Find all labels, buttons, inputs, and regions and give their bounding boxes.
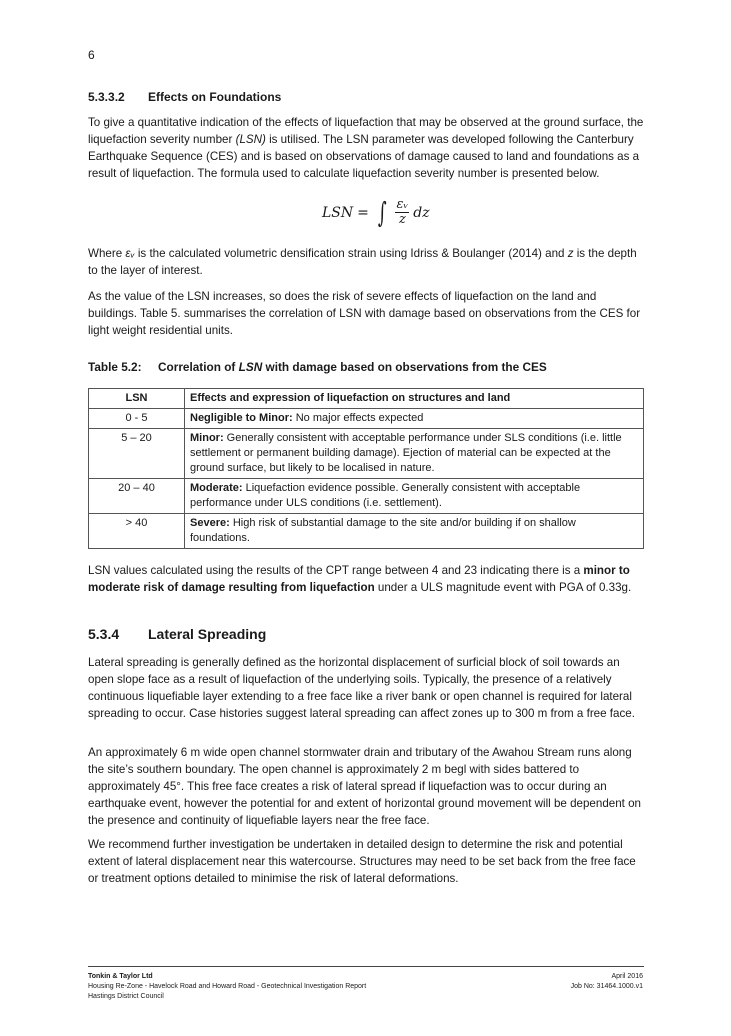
paragraph-lateral-definition: Lateral spreading is generally defined as the horizontal displacement of surficial block of soil towards an open slope face as a result of liquefaction of the underlying soils. Typically, the presence of a relatively continuous liquefiable layer extending to a free face like a river bank or open channel is required for lateral spreading to occur. Case histories suggest lateral spreading can affect zones up to 300 m from a free face. bbox=[88, 656, 635, 720]
formula-fraction: $\frac{\text{εᵥ}}{z}$ bbox=[396, 197, 409, 227]
paragraph-formula-definition: Where εᵥ is the calculated volumetric densification strain using Idriss & Boulanger (2014) and z is the depth to the layer of interest. bbox=[88, 247, 637, 277]
integral-sign: ∫ bbox=[377, 195, 387, 229]
paragraph-recommendation: We recommend further investigation be undertaken in detailed design to determine the risk and potential extent of lateral displacement near this watercourse. Structures may need to be set back from the free face or treatment options detailed to minimise the risk of lateral deformations. bbox=[88, 838, 636, 885]
footer-left: Tonkin & Taylor Ltd Housing Re-Zone - Havelock Road and Howard Road - Geotechnical Investigation Report Hastings District Council bbox=[88, 973, 367, 1000]
section-heading-5-3-3-2 bbox=[88, 90, 281, 104]
section-heading-5-3-4: 5.3.4 Lateral Spreading bbox=[88, 626, 267, 642]
footer-right: April 2016 Job No: 31464.1000.v1 bbox=[570, 973, 643, 990]
column-header-lsn: LSN bbox=[89, 389, 185, 409]
column-header-effects: Effects and expression of liquefaction on structures and land bbox=[185, 389, 644, 409]
lsn-damage-table bbox=[88, 388, 644, 549]
paragraph-lsn-risk: As the value of the LSN increases, so does the risk of severe effects of liquefaction on the land and buildings. Table 5. summarises the correlation of LSN with damage based on observations from the CES for light weight residential units. bbox=[88, 290, 641, 337]
table-header-row bbox=[89, 389, 644, 409]
page-number: 6 bbox=[88, 48, 95, 62]
paragraph-site-channel: An approximately 6 m wide open channel stormwater drain and tributary of the Awahou Stream runs along the site’s southern boundary. The open channel is approximately 2 m begl with sides battered to approximately 45°. This free face creates a risk of lateral spread if liquefaction was to occur during an earthquake event, however the potential for and extent of horizontal ground movement will be dependent on the presence and continuity of liquefiable layers near the free face. bbox=[88, 746, 642, 827]
lsn-italic: (LSN) bbox=[235, 133, 266, 146]
section-number: 5.3.3.2 bbox=[88, 90, 125, 104]
lsn-formula: LSN = ∫ $\frac{\text{εᵥ}}{z}$ dz bbox=[322, 195, 430, 229]
paragraph-lsn-intro: To give a quantitative indication of the effects of liquefaction that may be observed at the ground surface, the liquefaction severity number (LSN) is utilised. The LSN parameter was developed following the Canterbury Earthquake Sequence (CES) and is based on observations of damage caused to land and foundations as a result of liquefaction. The formula used to calculate liquefaction severity number is presented below. bbox=[88, 116, 644, 180]
paragraph-lsn-results: LSN values calculated using the results of the CPT range between 4 and 23 indicating there is a minor to moderate risk of damage resulting from liquefaction under a ULS magnitude event with PGA of 0.33g. bbox=[88, 564, 632, 594]
footer-divider bbox=[88, 966, 644, 967]
section-title: Effects on Foundations bbox=[148, 90, 282, 104]
table-caption: Table 5.2: Correlation of LSN with damage based on observations from the CES bbox=[88, 360, 547, 374]
table-row: 20 – 40 Moderate: Liquefaction evidence possible. Generally consistent with acceptable performance under ULS conditions (i.e. settlement). bbox=[89, 479, 644, 514]
table-row: 5 – 20 Minor: Generally consistent with acceptable performance under SLS conditions (i.e. little settlement or permanent building damage). Ejection of material can be expected at the ground surface, but likely to be localised in nature. bbox=[89, 429, 644, 479]
table-row: 0 - 5 Negligible to Minor: No major effects expected bbox=[89, 409, 644, 429]
table-row: > 40 Severe: High risk of substantial damage to the site and/or building if on shallow foundations. bbox=[89, 514, 644, 549]
